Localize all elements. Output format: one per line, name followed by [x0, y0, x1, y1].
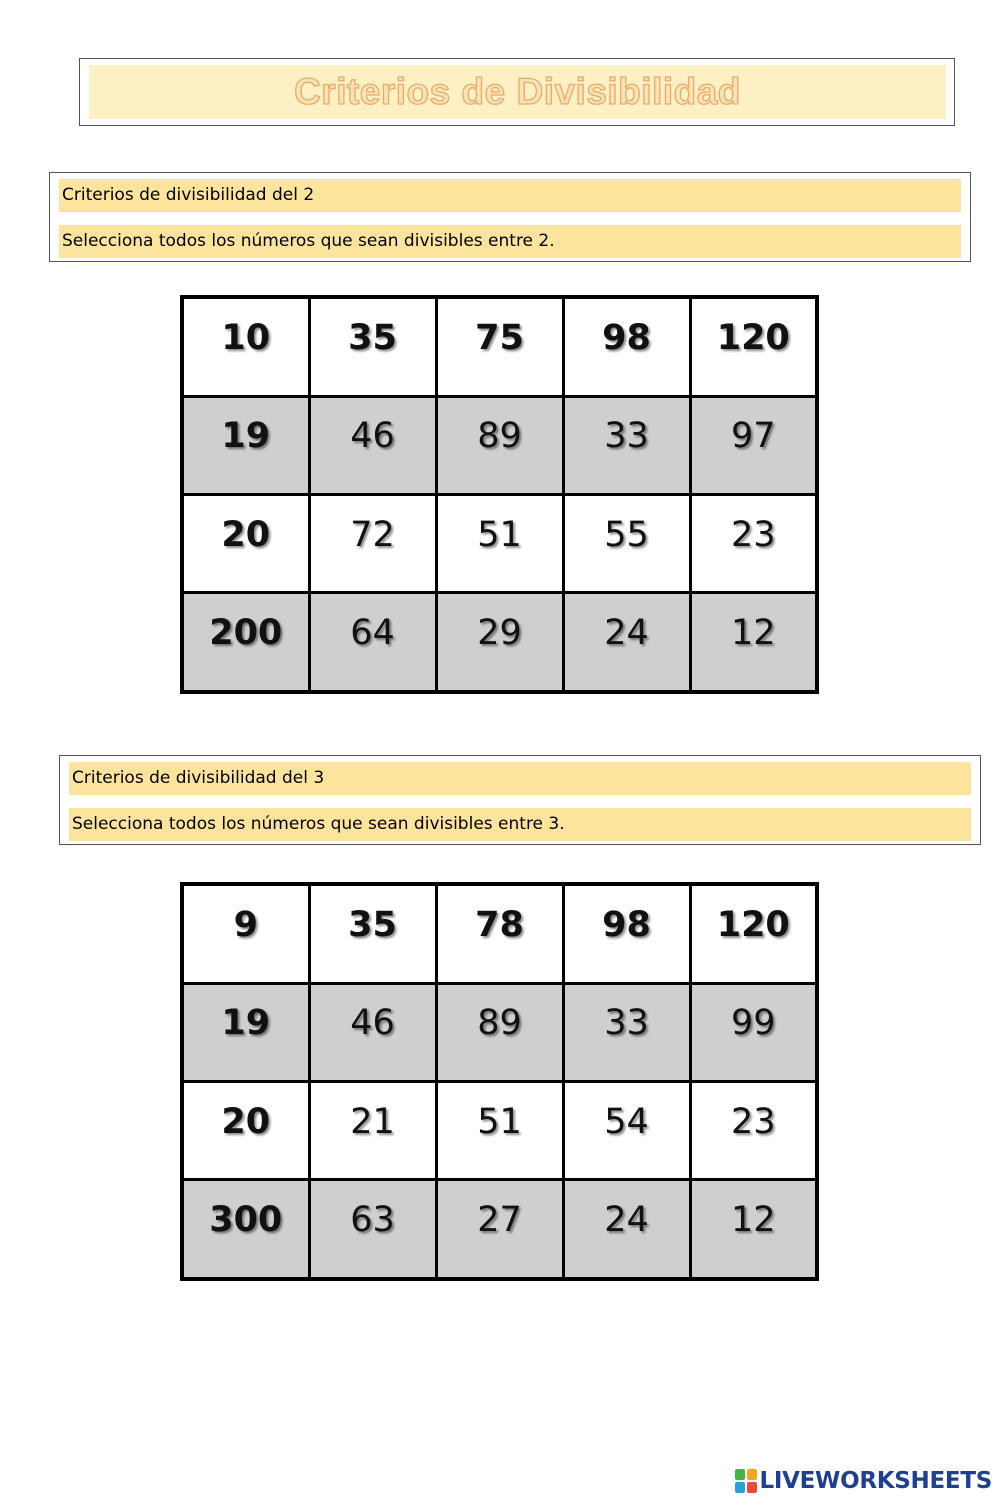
number-cell[interactable]: 20 — [182, 1081, 309, 1179]
number-cell[interactable]: 33 — [563, 396, 690, 494]
number-cell[interactable]: 78 — [436, 884, 563, 983]
number-cell[interactable]: 24 — [563, 1180, 690, 1279]
number-cell[interactable]: 120 — [690, 884, 817, 983]
number-cell[interactable]: 29 — [436, 593, 563, 692]
table-row — [182, 983, 817, 1081]
number-cell[interactable]: 12 — [690, 593, 817, 692]
number-cell[interactable]: 89 — [436, 983, 563, 1081]
section-instruction: Selecciona todos los números que sean divisibles entre 2. — [59, 225, 961, 258]
number-cell[interactable]: 46 — [309, 983, 436, 1081]
number-cell[interactable]: 98 — [563, 297, 690, 396]
number-cell[interactable]: 51 — [436, 494, 563, 592]
number-cell[interactable]: 89 — [436, 396, 563, 494]
section-heading: Criterios de divisibilidad del 2 — [59, 179, 961, 212]
page-title: Criterios de Divisibilidad — [294, 71, 741, 112]
number-cell[interactable]: 300 — [182, 1180, 309, 1279]
number-cell[interactable]: 10 — [182, 297, 309, 396]
number-cell[interactable]: 200 — [182, 593, 309, 692]
number-cell[interactable]: 19 — [182, 983, 309, 1081]
number-grid-3 — [180, 882, 819, 1281]
number-cell[interactable]: 75 — [436, 297, 563, 396]
number-cell[interactable]: 19 — [182, 396, 309, 494]
section-heading: Criterios de divisibilidad del 3 — [69, 762, 971, 795]
number-cell[interactable]: 98 — [563, 884, 690, 983]
number-grid-2 — [180, 295, 819, 694]
number-cell[interactable]: 120 — [690, 297, 817, 396]
number-cell[interactable]: 46 — [309, 396, 436, 494]
number-cell[interactable]: 99 — [690, 983, 817, 1081]
title-banner-fill — [89, 65, 946, 119]
number-cell[interactable]: 63 — [309, 1180, 436, 1279]
number-cell[interactable]: 35 — [309, 884, 436, 983]
table-row — [182, 593, 817, 692]
instructions-box-2 — [49, 172, 971, 262]
brand-name: LIVEWORKSHEETS — [759, 1468, 992, 1494]
number-cell[interactable]: 23 — [690, 494, 817, 592]
number-cell[interactable]: 27 — [436, 1180, 563, 1279]
number-cell[interactable]: 64 — [309, 593, 436, 692]
number-cell[interactable]: 12 — [690, 1180, 817, 1279]
section-instruction: Selecciona todos los números que sean divisibles entre 3. — [69, 808, 971, 841]
number-cell[interactable]: 9 — [182, 884, 309, 983]
number-cell[interactable]: 20 — [182, 494, 309, 592]
number-cell[interactable]: 51 — [436, 1081, 563, 1179]
number-cell[interactable]: 35 — [309, 297, 436, 396]
instructions-box-3 — [59, 755, 981, 845]
table-row — [182, 494, 817, 592]
number-cell[interactable]: 21 — [309, 1081, 436, 1179]
number-cell[interactable]: 54 — [563, 1081, 690, 1179]
number-cell[interactable]: 97 — [690, 396, 817, 494]
liveworksheets-logo — [735, 1466, 992, 1496]
liveworksheets-logo-icon — [735, 1469, 757, 1493]
number-cell[interactable]: 23 — [690, 1081, 817, 1179]
table-row — [182, 396, 817, 494]
table-row — [182, 297, 817, 396]
title-banner — [79, 58, 955, 126]
table-row — [182, 1180, 817, 1279]
number-cell[interactable]: 24 — [563, 593, 690, 692]
table-row — [182, 884, 817, 983]
number-cell[interactable]: 55 — [563, 494, 690, 592]
number-cell[interactable]: 72 — [309, 494, 436, 592]
number-cell[interactable]: 33 — [563, 983, 690, 1081]
table-row — [182, 1081, 817, 1179]
